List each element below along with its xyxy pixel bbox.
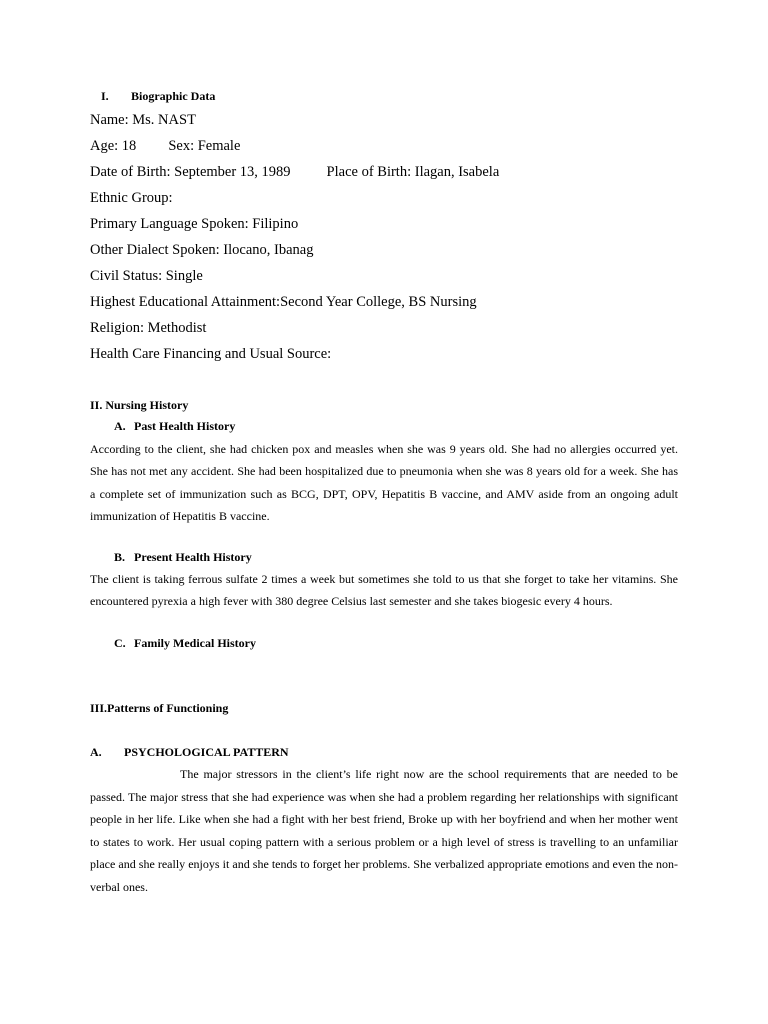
past-health-title: Past Health History xyxy=(134,419,236,433)
birth-row xyxy=(90,163,499,181)
psychological-pattern-body: The major stressors in the client’s life right now are the school requirements that are needed to be passed. The major stress that she had experience was when she had a problem regarding her relationships with significant people in her life. Like when she had a fight with her best friend, Broke up with her boyfriend and when her mother went to states to work. Her usual coping pattern with a serious problem or a high level of stress is travelling to an unfamiliar place and she really enjoys it and she tends to forget her problems. She verbalized appropriate emotions and even the non-verbal ones. xyxy=(90,767,678,894)
past-health-heading xyxy=(114,419,235,434)
section-1-title: Biographic Data xyxy=(131,89,216,103)
psychological-pattern-text xyxy=(90,763,678,899)
psychological-pattern-title: PSYCHOLOGICAL PATTERN xyxy=(124,745,289,759)
sex-field: Sex: Female xyxy=(168,138,241,154)
name-field: Name: Ms. NAST xyxy=(90,112,196,128)
language-field: Primary Language Spoken: Filipino xyxy=(90,216,299,232)
pob-field: Place of Birth: Ilagan, Isabela xyxy=(326,164,500,180)
family-history-heading xyxy=(114,636,256,651)
education-field: Highest Educational Attainment:Second Year College, BS Nursing xyxy=(90,294,477,310)
religion-field: Religion: Methodist xyxy=(90,320,207,336)
civil-status-field: Civil Status: Single xyxy=(90,268,203,284)
family-history-title: Family Medical History xyxy=(134,636,256,650)
present-health-letter: B. xyxy=(114,550,126,564)
past-health-letter: A. xyxy=(114,419,126,433)
section-2-heading: II. Nursing History xyxy=(90,398,189,412)
financing-field: Health Care Financing and Usual Source: xyxy=(90,346,332,362)
age-field: Age: 18 xyxy=(90,138,137,154)
present-health-text: The client is taking ferrous sulfate 2 times a week but sometimes she told to us that she forget to take her vitamins. She encountered pyrexia a high fever with 380 degree Celsius last semester and she takes biogesic every 4 hours. xyxy=(90,572,678,609)
ethnic-field: Ethnic Group: xyxy=(90,190,173,206)
family-history-letter: C. xyxy=(114,636,126,650)
present-health-title: Present Health History xyxy=(134,550,252,564)
dialect-field: Other Dialect Spoken: Ilocano, Ibanag xyxy=(90,242,314,258)
section-1-heading xyxy=(101,89,215,104)
psychological-pattern-letter: A. xyxy=(90,745,102,759)
present-health-heading xyxy=(114,550,252,565)
psychological-pattern-heading xyxy=(90,745,289,760)
dob-field: Date of Birth: September 13, 1989 xyxy=(90,164,291,180)
section-1-number: I. xyxy=(101,89,109,103)
section-3-heading: III.Patterns of Functioning xyxy=(90,701,229,715)
age-sex-row xyxy=(90,137,240,155)
past-health-text: According to the client, she had chicken pox and measles when she was 9 years old. She had no allergies occurred yet. She has not met any accident. She had been hospitalized due to pneumonia when she was 8 years old for a week. She has a complete set of immunization such as BCG, DPT, OPV, Hepatitis B vaccine, and AMV aside from an ongoing adult immunization of Hepatitis B vaccine. xyxy=(90,442,678,523)
